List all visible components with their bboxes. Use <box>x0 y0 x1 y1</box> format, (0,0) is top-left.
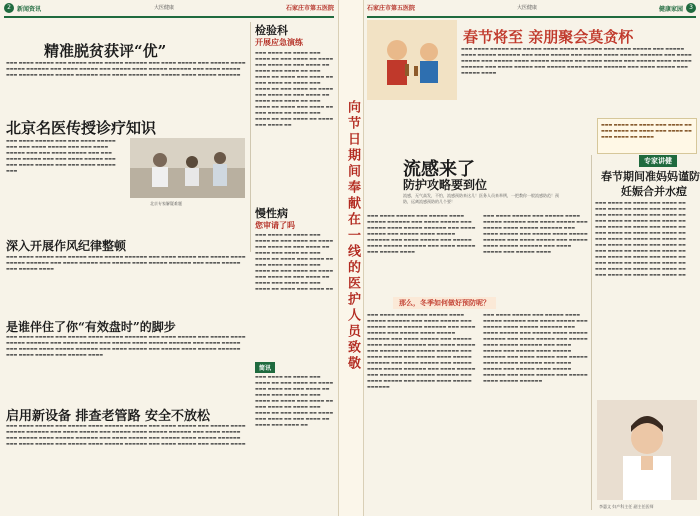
article-pregnancy-body: ▬▬▬ ▬▬▬▬ ▬▬ ▬▬▬▬ ▬▬▬ ▬▬▬▬ ▬▬ ▬▬▬ ▬▬▬▬ ▬▬ ▬▬▬▬ ▬▬▬ ▬▬▬▬ ▬▬ ▬▬▬ ▬▬▬▬ ▬▬ ▬▬▬▬ ▬▬▬ ▬▬▬▬ ▬▬ ▬▬▬ ▬▬▬▬ ▬▬ ▬▬▬▬ ▬▬▬ ▬▬▬▬ ▬▬ ▬▬▬ ▬▬▬▬ ▬▬ ▬▬▬▬ ▬▬▬ ▬▬▬▬ ▬▬ ▬▬▬ ▬▬▬▬ ▬▬ ▬▬▬▬ ▬▬▬ ▬▬▬▬ ▬▬ ▬▬▬ ▬▬▬▬ ▬▬ ▬▬▬▬ ▬▬▬ ▬▬▬▬ ▬▬ ▬▬▬ ▬▬▬▬ ▬▬ ▬▬▬▬ ▬▬▬ ▬▬▬▬ ▬▬ ▬▬▬ ▬▬▬▬ ▬▬ ▬▬▬▬ ▬▬▬ ▬▬▬▬ ▬▬ ▬▬▬ ▬▬▬▬ ▬▬ ▬▬▬▬ ▬▬▬ ▬▬▬▬ ▬▬ ▬▬▬ ▬▬▬▬ ▬▬ ▬▬▬▬ ▬▬▬ ▬▬▬▬ ▬▬ ▬▬▬ ▬▬▬▬ ▬▬ ▬▬▬▬ ▬▬▬ ▬▬▬▬ ▬▬ ▬▬▬ ▬▬▬▬ ▬▬ ▬▬▬▬ ▬▬▬ ▬▬▬▬ ▬▬ <box>595 200 686 277</box>
center-banner <box>338 0 364 516</box>
tribute-vertical-text: 向节日期间奉献在一线的医护人员致敬 <box>345 100 360 372</box>
headline-festival: 春节将至 亲朋聚会莫贪杯 <box>463 28 634 46</box>
article-festival-body: ▬▬▬ ▬▬▬▬ ▬▬▬▬▬ ▬▬▬ ▬▬▬▬▬ ▬▬▬▬ ▬▬▬▬▬ ▬▬▬▬▬▬ ▬▬▬ ▬▬▬▬ ▬▬▬▬▬ ▬▬▬ ▬▬▬▬▬ ▬▬▬▬ ▬▬▬▬▬ ▬▬▬▬▬▬ ▬▬▬ ▬▬▬▬ ▬▬▬▬▬ ▬▬▬ ▬▬▬▬▬ ▬▬▬▬ ▬▬▬▬▬ ▬▬▬▬▬▬ ▬▬▬ ▬▬▬▬ ▬▬▬▬▬ ▬▬▬ ▬▬▬▬▬ ▬▬▬▬ ▬▬▬▬▬ ▬▬▬▬▬▬ ▬▬▬ ▬▬▬▬ ▬▬▬▬▬ ▬▬▬ ▬▬▬▬▬ ▬▬▬▬ ▬▬▬▬▬ ▬▬▬▬▬▬ ▬▬▬ ▬▬▬▬ ▬▬▬▬▬ ▬▬▬ ▬▬▬▬▬ ▬▬▬▬ ▬▬▬▬▬ ▬▬▬▬▬▬ ▬▬▬ ▬▬▬▬ ▬▬▬▬▬ ▬▬▬ ▬▬▬▬▬ ▬▬▬▬ <box>461 46 692 75</box>
right-page <box>363 0 700 516</box>
headline-equipment: 启用新设备 排查老管路 安全不放松 <box>6 409 211 424</box>
article-flu-col2: ▬▬▬ ▬▬▬▬ ▬▬▬▬▬ ▬▬▬ ▬▬▬▬▬ ▬▬▬▬ ▬▬▬▬▬ ▬▬▬▬▬▬ ▬▬▬ ▬▬▬▬ ▬▬▬▬▬ ▬▬▬ ▬▬▬▬▬ ▬▬▬▬ ▬▬▬▬▬ ▬▬▬▬▬▬ ▬▬▬ ▬▬▬▬ ▬▬▬▬▬ ▬▬▬ ▬▬▬▬▬ ▬▬▬▬ ▬▬▬▬▬ ▬▬▬▬▬▬ ▬▬▬ ▬▬▬▬ ▬▬▬▬▬ ▬▬▬ ▬▬▬▬▬ ▬▬▬▬ ▬▬▬▬▬ ▬▬▬▬▬▬ ▬▬▬ ▬▬▬▬ ▬▬▬▬▬ ▬▬▬ ▬▬▬▬▬ ▬▬▬▬ <box>483 213 588 254</box>
sidebar-lab-subtitle: 开展应急演练 <box>255 38 303 47</box>
headline-who: 是谁伴住了你“有效盘时”的脚步 <box>6 320 176 334</box>
page-number: 3 <box>686 3 696 13</box>
flu-section-question: 那么，冬季如何做好预防呢？ <box>393 297 496 309</box>
experts-photo <box>130 138 245 198</box>
left-page <box>0 0 338 516</box>
left-page-header <box>4 2 334 18</box>
sidebar-chronic-subtitle: 您审请了吗 <box>255 221 295 230</box>
paper-name: 大医健康 <box>517 5 538 11</box>
article-flu-col3: ▬▬▬ ▬▬▬▬ ▬▬▬▬▬ ▬▬▬ ▬▬▬▬▬ ▬▬▬▬ ▬▬▬▬▬ ▬▬▬▬▬▬ ▬▬▬ ▬▬▬▬ ▬▬▬▬▬ ▬▬▬ ▬▬▬▬▬ ▬▬▬▬ ▬▬▬▬▬ ▬▬▬▬▬▬ ▬▬▬ ▬▬▬▬ ▬▬▬▬▬ ▬▬▬ ▬▬▬▬▬ ▬▬▬▬ ▬▬▬▬▬ ▬▬▬▬▬▬ ▬▬▬ ▬▬▬▬ ▬▬▬▬▬ ▬▬▬ ▬▬▬▬▬ ▬▬▬▬ ▬▬▬▬▬ ▬▬▬▬▬▬ ▬▬▬ ▬▬▬▬ ▬▬▬▬▬ ▬▬▬ ▬▬▬▬▬ ▬▬▬▬ ▬▬▬▬▬ ▬▬▬▬▬▬ ▬▬▬ ▬▬▬▬ ▬▬▬▬▬ ▬▬▬ ▬▬▬▬▬ ▬▬▬▬ ▬▬▬▬▬ ▬▬▬▬▬▬ ▬▬▬ ▬▬▬▬ ▬▬▬▬▬ ▬▬▬ ▬▬▬▬▬ ▬▬▬▬ ▬▬▬▬▬ ▬▬▬▬▬▬ ▬▬▬ ▬▬▬▬ ▬▬▬▬▬ ▬▬▬ ▬▬▬▬▬ ▬▬▬▬ ▬▬▬▬▬ ▬▬▬▬▬▬ ▬▬▬ ▬▬▬▬ ▬▬▬▬▬ ▬▬▬ ▬▬▬▬▬ ▬▬▬▬ ▬▬▬▬▬ ▬▬▬▬▬▬ <box>367 312 476 389</box>
headline-poverty: 精准脱贫获评“优” <box>44 42 167 60</box>
column-rule <box>250 22 251 252</box>
article-flu-col1: ▬▬▬ ▬▬▬▬ ▬▬▬▬▬ ▬▬▬ ▬▬▬▬▬ ▬▬▬▬ ▬▬▬▬▬ ▬▬▬▬▬▬ ▬▬▬ ▬▬▬▬ ▬▬▬▬▬ ▬▬▬ ▬▬▬▬▬ ▬▬▬▬ ▬▬▬▬▬ ▬▬▬▬▬▬ ▬▬▬ ▬▬▬▬ ▬▬▬▬▬ ▬▬▬ ▬▬▬▬▬ ▬▬▬▬ ▬▬▬▬▬ ▬▬▬▬▬▬ ▬▬▬ ▬▬▬▬ ▬▬▬▬▬ ▬▬▬ ▬▬▬▬▬ ▬▬▬▬ ▬▬▬▬▬ ▬▬▬▬▬▬ ▬▬▬ ▬▬▬▬ ▬▬▬▬▬ ▬▬▬ ▬▬▬▬▬ ▬▬▬▬ <box>367 213 476 254</box>
page-number: 2 <box>4 3 14 13</box>
experts-photo-caption: 北京专家解疑难题 <box>150 201 182 206</box>
article-flu-col4: ▬▬▬ ▬▬▬▬ ▬▬▬▬▬ ▬▬▬ ▬▬▬▬▬ ▬▬▬▬ ▬▬▬▬▬ ▬▬▬▬▬▬ ▬▬▬ ▬▬▬▬ ▬▬▬▬▬ ▬▬▬ ▬▬▬▬▬ ▬▬▬▬ ▬▬▬▬▬ ▬▬▬▬▬▬ ▬▬▬ ▬▬▬▬ ▬▬▬▬▬ ▬▬▬ ▬▬▬▬▬ ▬▬▬▬ ▬▬▬▬▬ ▬▬▬▬▬▬ ▬▬▬ ▬▬▬▬ ▬▬▬▬▬ ▬▬▬ ▬▬▬▬▬ ▬▬▬▬ ▬▬▬▬▬ ▬▬▬▬▬▬ ▬▬▬ ▬▬▬▬ ▬▬▬▬▬ ▬▬▬ ▬▬▬▬▬ ▬▬▬▬ ▬▬▬▬▬ ▬▬▬▬▬▬ ▬▬▬ ▬▬▬▬ ▬▬▬▬▬ ▬▬▬ ▬▬▬▬▬ ▬▬▬▬ ▬▬▬▬▬ ▬▬▬▬▬▬ ▬▬▬ ▬▬▬▬ ▬▬▬▬▬ ▬▬▬ ▬▬▬▬▬ ▬▬▬▬ ▬▬▬▬▬ ▬▬▬▬▬▬ ▬▬▬ ▬▬▬▬ ▬▬▬▬▬ ▬▬▬ ▬▬▬▬▬ ▬▬▬▬ ▬▬▬▬▬ ▬▬▬▬▬▬ <box>483 312 588 383</box>
expert-portrait <box>597 400 697 500</box>
festival-illustration <box>367 20 457 100</box>
sidebar-lab-body: ▬▬▬ ▬▬▬▬ ▬▬ ▬▬▬▬ ▬▬▬ ▬▬▬▬ ▬▬ ▬▬▬ ▬▬▬▬ ▬▬ ▬▬▬▬ ▬▬▬ ▬▬▬▬ ▬▬ ▬▬▬ ▬▬▬▬ ▬▬ ▬▬▬▬ ▬▬▬ ▬▬▬▬ ▬▬ ▬▬▬ ▬▬▬▬ ▬▬ ▬▬▬▬ ▬▬▬ ▬▬▬▬ ▬▬ ▬▬▬ ▬▬▬▬ ▬▬ ▬▬▬▬ ▬▬▬ ▬▬▬▬ ▬▬ ▬▬▬ ▬▬▬▬ ▬▬ ▬▬▬▬ ▬▬▬ ▬▬▬▬ ▬▬ ▬▬▬ ▬▬▬▬ ▬▬ ▬▬▬▬ ▬▬▬ ▬▬▬▬ ▬▬ ▬▬▬ ▬▬▬▬ ▬▬ ▬▬▬▬ ▬▬▬ ▬▬▬▬ ▬▬ ▬▬▬ ▬▬▬▬ ▬▬ ▬▬▬▬ ▬▬▬ ▬▬▬▬ ▬▬ ▬▬▬ ▬▬▬▬ ▬▬ ▬▬▬▬ ▬▬▬ ▬▬▬▬ ▬▬ <box>255 50 334 127</box>
sidebar-chronic-title: 慢性病 <box>255 207 288 220</box>
news-brief-body: ▬▬▬ ▬▬▬▬ ▬▬ ▬▬▬▬ ▬▬▬ ▬▬▬▬ ▬▬ ▬▬▬ ▬▬▬▬ ▬▬ ▬▬▬▬ ▬▬▬ ▬▬▬▬ ▬▬ ▬▬▬ ▬▬▬▬ ▬▬ ▬▬▬▬ ▬▬▬ ▬▬▬▬ ▬▬ ▬▬▬ ▬▬▬▬ ▬▬ ▬▬▬▬ ▬▬▬ ▬▬▬▬ ▬▬ ▬▬▬ ▬▬▬▬ ▬▬ ▬▬▬▬ ▬▬▬ ▬▬▬▬ ▬▬ ▬▬▬ ▬▬▬▬ ▬▬ ▬▬▬▬ ▬▬▬ ▬▬▬▬ ▬▬ ▬▬▬ ▬▬▬▬ ▬▬ ▬▬▬▬ ▬▬▬ ▬▬▬▬ ▬▬ <box>255 374 334 427</box>
hospital-logo: 石家庄市第五医院 <box>285 5 334 12</box>
expert-tag: 专家讲健 <box>639 155 677 167</box>
festival-tip-box <box>597 118 697 154</box>
headline-pregnancy-sub: 妊娠合并水痘 <box>621 185 687 198</box>
headline-flu: 流感来了 <box>403 159 475 180</box>
article-equipment-body: ▬▬▬ ▬▬▬▬ ▬▬▬▬▬ ▬▬▬ ▬▬▬▬▬ ▬▬▬▬ ▬▬▬▬▬ ▬▬▬▬▬▬ ▬▬▬ ▬▬▬▬ ▬▬▬▬▬ ▬▬▬ ▬▬▬▬▬ ▬▬▬▬ ▬▬▬▬▬ ▬▬▬▬▬▬ ▬▬▬ ▬▬▬▬ ▬▬▬▬▬ ▬▬▬ ▬▬▬▬▬ ▬▬▬▬ ▬▬▬▬▬ ▬▬▬▬▬▬ ▬▬▬ ▬▬▬▬ ▬▬▬▬▬ ▬▬▬ ▬▬▬▬▬ ▬▬▬▬ ▬▬▬▬▬ ▬▬▬▬▬▬ ▬▬▬ ▬▬▬▬ ▬▬▬▬▬ ▬▬▬ ▬▬▬▬▬ ▬▬▬▬ ▬▬▬▬▬ ▬▬▬▬▬▬ ▬▬▬ ▬▬▬▬ ▬▬▬▬▬ ▬▬▬ ▬▬▬▬▬ ▬▬▬▬ ▬▬▬▬▬ ▬▬▬▬▬▬ ▬▬▬ ▬▬▬▬ ▬▬▬▬▬ ▬▬▬ ▬▬▬▬▬ ▬▬▬▬ <box>6 423 246 446</box>
flu-intro: 流感，无气高发，不怕，流感预防来这儿！医务人员来举例，一把教你一般流感防范！预防，远离流感预防的几个要！ <box>403 193 559 204</box>
sidebar-lab-title: 检验科 <box>255 24 288 37</box>
headline-flu-sub: 防护攻略要到位 <box>403 178 488 192</box>
headline-experts: 北京名医传授诊疗知识 <box>6 119 157 137</box>
headline-discipline: 深入开展作风纪律整顿 <box>6 239 127 253</box>
section-name: 健康家园 <box>658 6 683 13</box>
article-who-body: ▬▬▬ ▬▬▬▬ ▬▬▬▬▬ ▬▬▬ ▬▬▬▬▬ ▬▬▬▬ ▬▬▬▬▬ ▬▬▬▬▬▬ ▬▬▬ ▬▬▬▬ ▬▬▬▬▬ ▬▬▬ ▬▬▬▬▬ ▬▬▬▬ ▬▬▬▬▬ ▬▬▬▬▬▬ ▬▬▬ ▬▬▬▬ ▬▬▬▬▬ ▬▬▬ ▬▬▬▬▬ ▬▬▬▬ ▬▬▬▬▬ ▬▬▬▬▬▬ ▬▬▬ ▬▬▬▬ ▬▬▬▬▬ ▬▬▬ ▬▬▬▬▬ ▬▬▬▬ ▬▬▬▬▬ ▬▬▬▬▬▬ ▬▬▬ ▬▬▬▬ ▬▬▬▬▬ ▬▬▬ ▬▬▬▬▬ ▬▬▬▬ ▬▬▬▬▬ ▬▬▬▬▬▬ ▬▬▬ ▬▬▬▬ ▬▬▬▬▬ ▬▬▬ ▬▬▬▬▬ ▬▬▬▬ <box>6 334 246 357</box>
right-page-header <box>367 2 696 18</box>
news-brief-tag: 简讯 <box>255 362 275 373</box>
article-discipline-body: ▬▬▬ ▬▬▬▬ ▬▬▬▬▬ ▬▬▬ ▬▬▬▬▬ ▬▬▬▬ ▬▬▬▬▬ ▬▬▬▬▬▬ ▬▬▬ ▬▬▬▬ ▬▬▬▬▬ ▬▬▬ ▬▬▬▬▬ ▬▬▬▬ ▬▬▬▬▬ ▬▬▬▬▬▬ ▬▬▬ ▬▬▬▬ ▬▬▬▬▬ ▬▬▬ ▬▬▬▬▬ ▬▬▬▬ ▬▬▬▬▬ ▬▬▬▬▬▬ ▬▬▬ ▬▬▬▬ ▬▬▬▬▬ ▬▬▬ ▬▬▬▬▬ ▬▬▬▬ <box>6 254 246 271</box>
article-poverty-body: ▬▬▬ ▬▬▬▬ ▬▬▬▬▬ ▬▬▬ ▬▬▬▬▬ ▬▬▬▬ ▬▬▬▬▬ ▬▬▬▬▬▬ ▬▬▬ ▬▬▬▬ ▬▬▬▬▬ ▬▬▬ ▬▬▬▬▬ ▬▬▬▬ ▬▬▬▬▬ ▬▬▬▬▬▬ ▬▬▬ ▬▬▬▬ ▬▬▬▬▬ ▬▬▬ ▬▬▬▬▬ ▬▬▬▬ ▬▬▬▬▬ ▬▬▬▬▬▬ ▬▬▬ ▬▬▬▬ ▬▬▬▬▬ ▬▬▬ ▬▬▬▬▬ ▬▬▬▬ ▬▬▬▬▬ ▬▬▬▬▬▬ ▬▬▬ ▬▬▬▬ ▬▬▬▬▬ ▬▬▬ ▬▬▬▬▬ ▬▬▬▬ ▬▬▬▬▬ ▬▬▬▬▬▬ <box>6 60 246 77</box>
column-rule <box>591 155 592 510</box>
festival-tip-text: ▬▬▬ ▬▬▬▬ ▬▬ ▬▬▬▬ ▬▬▬ ▬▬▬▬ ▬▬ ▬▬▬ ▬▬▬▬ ▬▬ ▬▬▬▬ ▬▬▬ ▬▬▬▬ ▬▬ ▬▬▬ ▬▬▬▬ ▬▬ ▬▬▬▬ <box>601 122 692 139</box>
hospital-logo: 石家庄市第五医院 <box>367 5 416 12</box>
section-name: 新闻资讯 <box>17 6 42 13</box>
paper-name: 大医健康 <box>154 5 175 11</box>
article-experts-body: ▬▬▬ ▬▬▬▬ ▬▬▬▬▬ ▬▬▬ ▬▬▬ ▬▬▬▬ ▬▬▬▬▬ ▬▬▬ ▬▬▬ ▬▬▬▬ ▬▬▬▬▬ ▬▬▬ ▬▬▬ ▬▬▬▬ ▬▬▬▬▬ ▬▬▬ ▬▬▬ ▬▬▬▬ ▬▬▬▬▬ ▬▬▬ ▬▬▬ ▬▬▬▬ ▬▬▬▬▬ ▬▬▬ ▬▬▬ ▬▬▬▬ ▬▬▬▬▬ ▬▬▬ ▬▬▬ ▬▬▬▬ ▬▬▬▬▬ ▬▬▬ ▬▬▬ ▬▬▬▬ ▬▬▬▬▬ ▬▬▬ <box>6 138 116 173</box>
sidebar-chronic-body: ▬▬▬ ▬▬▬▬ ▬▬ ▬▬▬▬ ▬▬▬ ▬▬▬▬ ▬▬ ▬▬▬ ▬▬▬▬ ▬▬ ▬▬▬▬ ▬▬▬ ▬▬▬▬ ▬▬ ▬▬▬ ▬▬▬▬ ▬▬ ▬▬▬▬ ▬▬▬ ▬▬▬▬ ▬▬ ▬▬▬ ▬▬▬▬ ▬▬ ▬▬▬▬ ▬▬▬ ▬▬▬▬ ▬▬ ▬▬▬ ▬▬▬▬ ▬▬ ▬▬▬▬ ▬▬▬ ▬▬▬▬ ▬▬ ▬▬▬ ▬▬▬▬ ▬▬ ▬▬▬▬ ▬▬▬ ▬▬▬▬ ▬▬ ▬▬▬ ▬▬▬▬ ▬▬ ▬▬▬▬ ▬▬▬ ▬▬▬▬ ▬▬ ▬▬▬ ▬▬▬▬ ▬▬ ▬▬▬▬ ▬▬▬ ▬▬▬▬ ▬▬ <box>255 232 334 291</box>
expert-caption: 李惠文 妇产科主任 副主任医师 <box>599 504 654 509</box>
headline-pregnancy: 春节期间准妈妈谨防 <box>601 170 700 183</box>
